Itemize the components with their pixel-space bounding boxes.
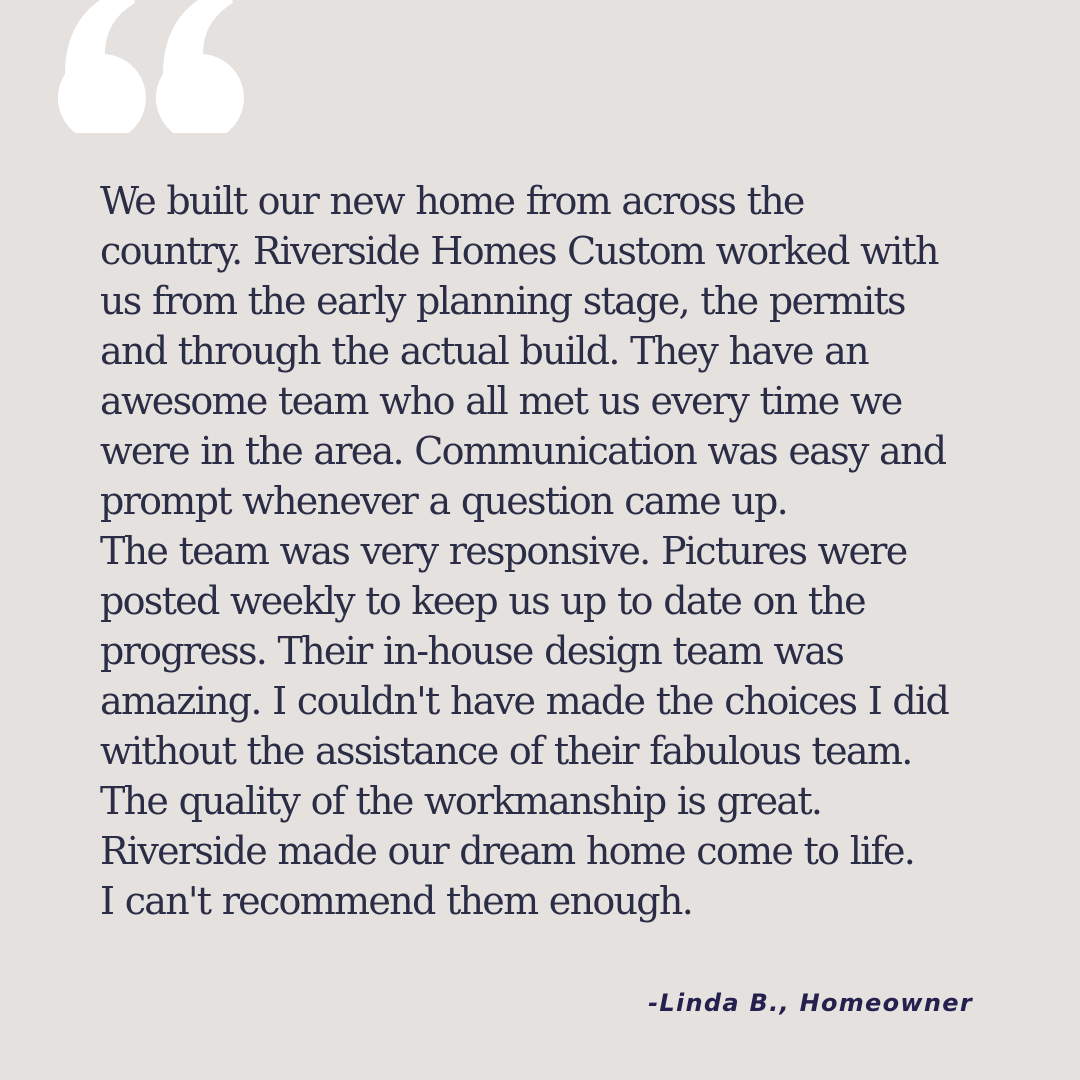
testimonial-attribution: -Linda B., Homeowner [648,989,973,1017]
testimonial-line: Riverside made our dream home come to life. [100,829,915,873]
testimonial-line: progress. Their in-house design team was [100,629,844,673]
quote-mark-right [156,0,244,133]
testimonial-line: were in the area. Communication was easy and [100,429,946,473]
testimonial-line: and through the actual build. They have an [100,329,868,373]
testimonial-line: The team was very responsive. Pictures were [100,529,907,573]
testimonial-line: The quality of the workmanship is great. [100,779,822,823]
testimonial-line: awesome team who all met us every time we [100,379,902,423]
testimonial-line: country. Riverside Homes Custom worked with [100,229,938,273]
testimonial-line: us from the early planning stage, the permits [100,279,905,323]
testimonial-line: posted weekly to keep us up to date on the [100,579,865,623]
testimonial-line: I can't recommend them enough. [100,879,693,923]
testimonial-body [100,176,1000,926]
testimonial-line: We built our new home from across the [100,179,804,223]
quote-mark-left [58,0,146,133]
opening-quote-icon [55,0,255,133]
testimonial-line: without the assistance of their fabulous team. [100,729,912,773]
testimonial-line: prompt whenever a question came up. [100,479,788,523]
testimonial-line: amazing. I couldn't have made the choices I did [100,679,949,723]
